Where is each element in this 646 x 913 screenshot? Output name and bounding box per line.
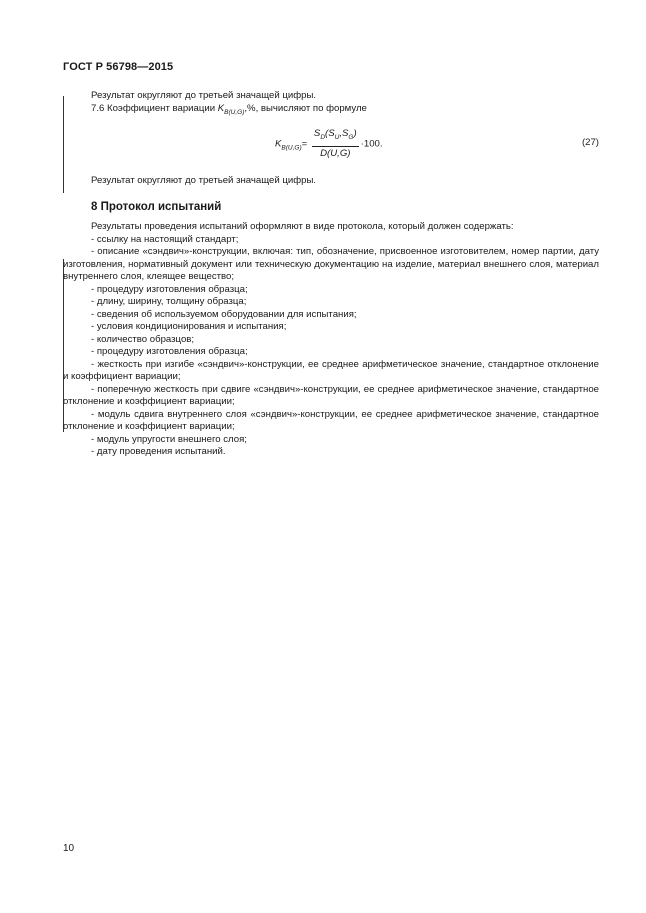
- num-sub-u: U: [334, 134, 340, 141]
- coef-symbol: K: [217, 102, 225, 114]
- formula-lhs-subscript: B(U,G): [281, 144, 302, 152]
- num-comma: ,S: [339, 128, 349, 139]
- formula-fraction: [312, 128, 359, 160]
- list-item: - модуль сдвига внутреннего слоя «сэндвич»-конструкции, ее среднее арифметическое значение, стандартное отклонение и коэффициент вариации;: [63, 408, 599, 432]
- list-item: - жесткость при изгибе «сэндвич»-конструкции, ее среднее арифметическое значение, стандартное отклонение и коэффициент вариации;: [63, 358, 599, 382]
- page-number: 10: [63, 843, 75, 854]
- formula-equals: =: [301, 138, 308, 150]
- rounding-note-1: Результат округляют до третьей значащей цифры.: [91, 90, 317, 101]
- formula-numerator: [312, 128, 359, 147]
- list-item: - процедуру изготовления образца;: [91, 283, 248, 295]
- list-item: - процедуру изготовления образца;: [91, 346, 248, 357]
- list-item: - количество образцов;: [91, 333, 195, 345]
- formula-number: (27): [581, 137, 599, 148]
- formula-lhs: K: [275, 138, 282, 150]
- section-8-title: 8 Протокол испытаний: [91, 200, 222, 213]
- num-sub-g: G: [348, 134, 354, 141]
- list-item: - сведения об используемом оборудовании для испытания;: [91, 308, 357, 320]
- coef-subscript: B(U,G): [224, 108, 245, 116]
- rounding-note-2: Результат округляют до третьей значащей цифры.: [91, 175, 317, 186]
- formula-27: [63, 125, 599, 171]
- formula-denominator: D(U,G): [320, 147, 351, 159]
- list-item: - дату проведения испытаний.: [91, 446, 226, 457]
- num-s: S: [313, 128, 321, 139]
- page-content: [63, 90, 599, 459]
- formula-body: [275, 128, 383, 160]
- num-open: (S: [325, 128, 335, 139]
- clause-7-6-tail: ,%, вычисляют по формуле: [244, 102, 367, 114]
- num-close: ): [353, 128, 357, 139]
- list-item: - условия кондиционирования и испытания;: [91, 321, 287, 332]
- clause-7-6: [63, 103, 599, 120]
- document-header: ГОСТ Р 56798—2015: [63, 61, 174, 73]
- clause-7-6-text: 7.6 Коэффициент вариации: [91, 102, 218, 114]
- num-sub-d: D: [320, 134, 326, 141]
- list-item: - поперечную жесткость при сдвиге «сэндвич»-конструкции, ее среднее арифметическое значение, стандартное отклонение и коэффициент вариации;: [63, 383, 599, 407]
- list-item: - ссылку на настоящий стандарт;: [91, 233, 239, 245]
- section-8-intro: Результаты проведения испытаний оформляют в виде протокола, который должен содержать:: [91, 221, 514, 232]
- list-item: - описание «сэндвич»-конструкции, включая: тип, обозначение, присвоенное изготовителем, номер партии, дату изготовления, нормативный документ или техническую документацию на изделие, материал внешнего слоя, материал внутреннего слоя, клеящее вещество;: [63, 246, 599, 282]
- protocol-list: [63, 234, 599, 459]
- list-item: - модуль упругости внешнего слоя;: [91, 433, 247, 445]
- list-item: - длину, ширину, толщину образца;: [91, 296, 247, 307]
- formula-multiplier: ·100.: [360, 138, 383, 150]
